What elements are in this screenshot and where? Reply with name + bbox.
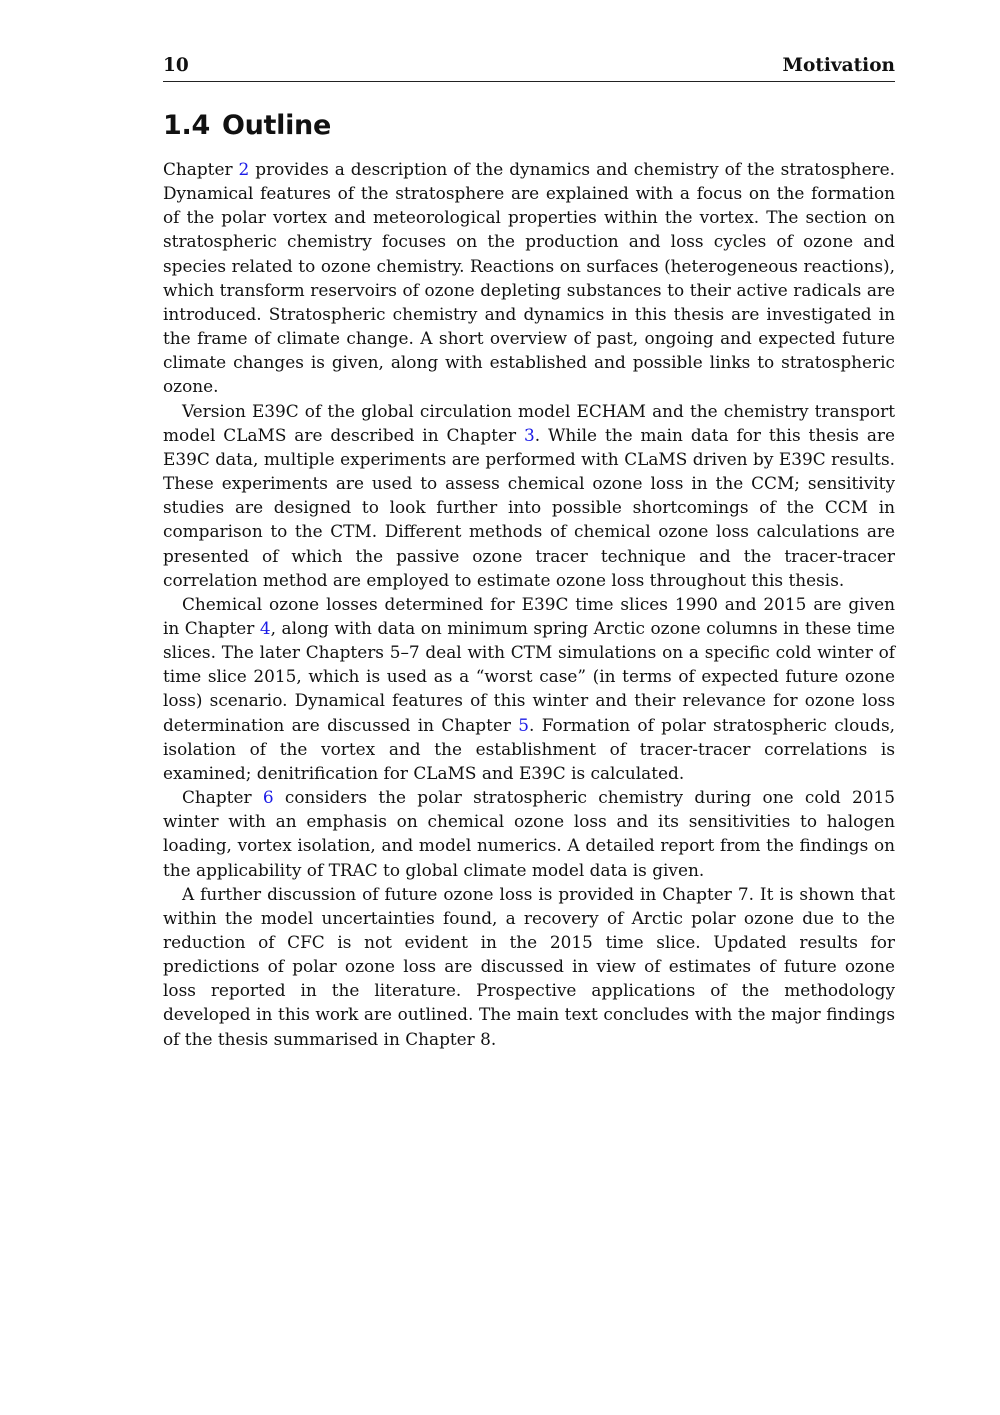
paragraph-text: considers the polar stratospheric chemistry during one cold 2015 winter with an emphasis on chemical ozone loss and its sensitivities to halogen loading, vortex isolation, and model numerics. A detailed report from the findings on the applicability of TRAC to global climate model data is given. bbox=[163, 787, 895, 880]
paragraph-text: , along with data on minimum spring Arctic ozone columns in these time slices. The later Chapters 5–7 deal with CTM simulations on a specific cold winter of time slice 2015, which is used as a “worst case” (in terms of expected future ozone loss) scenario. Dynamical features of this winter and their relevance for ozone loss determination are discussed in Chapter bbox=[163, 617, 896, 735]
section-number: 1.4 bbox=[163, 110, 210, 141]
paragraph-1 bbox=[163, 157, 895, 399]
chapter-2-link[interactable]: 2 bbox=[238, 159, 250, 179]
paragraph-2 bbox=[163, 399, 895, 592]
paragraph-text: Version E39C of the global circulation model ECHAM and the chemistry transport model CLaMS are described in Chapter bbox=[163, 400, 895, 445]
chapter-6-link[interactable]: 6 bbox=[262, 787, 274, 808]
paragraph-text: A further discussion of future ozone loss is provided in Chapter 7. It is shown that within the model uncertainties found, a recovery of Arctic polar ozone due to the reduction of CFC is not evident in the 2015 time slice. Updated results for predictions of polar ozone loss are discussed in view of estimates of future ozone loss reported in the literature. Prospective applications of the methodology developed in this work are outlined. The main text concludes with the major findings of the thesis summarised in Chapter 8. bbox=[163, 883, 895, 1049]
paragraph-text: Chemical ozone losses determined for E39C time slices 1990 and 2015 are given in Chapter bbox=[163, 593, 895, 638]
paragraph-text: Chapter bbox=[163, 159, 239, 179]
running-header bbox=[163, 52, 895, 82]
chapter-4-link[interactable]: 4 bbox=[259, 617, 271, 638]
chapter-title: Motivation bbox=[782, 55, 895, 76]
paragraph-5 bbox=[163, 882, 895, 1051]
paragraph-text: provides a description of the dynamics and chemistry of the stratosphere. Dynamical features of the stratosphere are explained with a focus on the formation of the polar vortex and meteorological properties within the vortex. The section on stratospheric chemistry focuses on the production and loss cycles of ozone and species related to ozone chemistry. Reactions on surfaces (heterogeneous reactions), which transform reservoirs of ozone depleting substances to their active radicals are introduced. Stratospheric chemistry and dynamics in this thesis are investigated in the frame of climate change. A short overview of past, ongoing and expected future climate changes is given, along with established and possible links to stratospheric ozone. bbox=[163, 159, 895, 397]
chapter-5-link[interactable]: 5 bbox=[518, 714, 530, 735]
chapter-3-link[interactable]: 3 bbox=[523, 424, 535, 445]
paragraph-text: . While the main data for this thesis are E39C data, multiple experiments are performed with CLaMS driven by E39C results. These experiments are used to assess chemical ozone loss in the CCM; sensitivity studies are designed to look further into possible shortcomings of the CCM in comparison to the CTM. Different methods of chemical ozone loss calculations are presented of which the passive ozone tracer technique and the tracer-tracer correlation method are employed to estimate ozone loss throughout this thesis. bbox=[163, 424, 895, 590]
section-heading bbox=[163, 109, 895, 143]
page-number: 10 bbox=[163, 55, 189, 76]
section-title: Outline bbox=[221, 110, 331, 141]
document-page bbox=[163, 52, 895, 1051]
paragraph-text: . Formation of polar stratospheric clouds, isolation of the vortex and the establishment of tracer-tracer correlations is examined; denitrification for CLaMS and E39C is calculated. bbox=[163, 714, 895, 783]
paragraph-4 bbox=[163, 785, 895, 882]
paragraph-text: Chapter bbox=[182, 787, 263, 808]
paragraph-3 bbox=[163, 592, 895, 785]
